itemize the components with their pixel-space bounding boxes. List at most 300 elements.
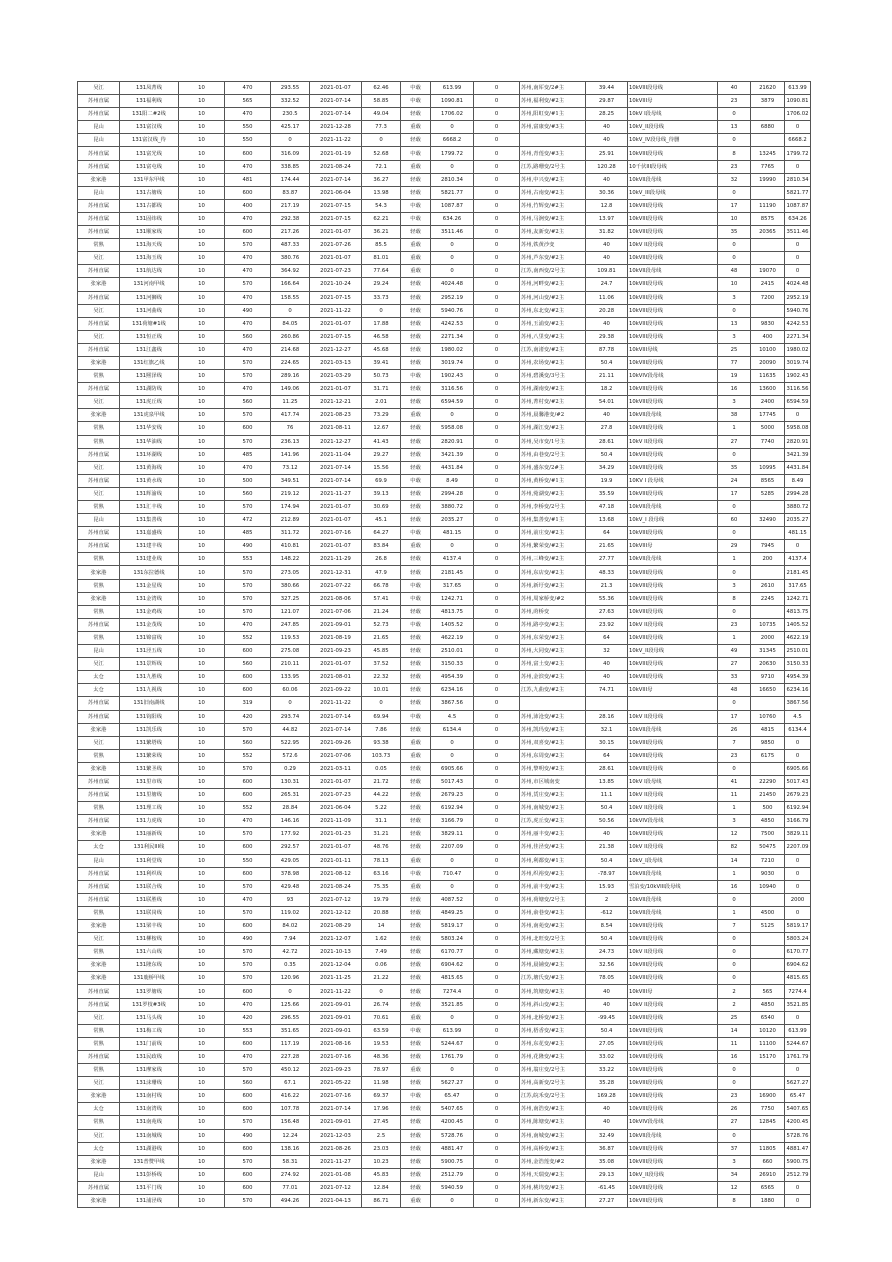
cell-line-name: 131虎丘线 [120, 396, 179, 409]
cell-load-status: 中载 [401, 579, 431, 592]
cell-user-count: 10 [718, 212, 751, 225]
cell-voltage: 10 [179, 487, 225, 500]
cell-available: 3829.11 [785, 828, 811, 841]
cell-voltage: 10 [179, 527, 225, 540]
cell-flag: 0 [474, 108, 520, 121]
cell-peak-time: 2021-01-19 [310, 147, 362, 160]
cell-load-status: 轻载 [401, 631, 431, 644]
cell-user-count: 23 [718, 160, 751, 173]
cell-substation: 苏州,河畔变/#2主 [520, 278, 586, 291]
table-row [78, 317, 811, 330]
cell-bus-section: 10kVIII段母线 [628, 1142, 718, 1155]
cell-load-status: 轻载 [401, 946, 431, 959]
cell-flag: 0 [474, 1129, 520, 1142]
cell-bus-section: 10kVIII段母线 [628, 330, 718, 343]
cell-peak-time: 2021-07-23 [310, 789, 362, 802]
cell-load-rate: 103.73 [362, 749, 401, 762]
cell-spare-capacity: 4024.48 [431, 278, 474, 291]
cell-user-count: 0 [718, 933, 751, 946]
table-row [78, 487, 811, 500]
cell-flag: 0 [474, 1116, 520, 1129]
cell-flag: 0 [474, 252, 520, 265]
cell-load-status: 轻载 [401, 802, 431, 815]
cell-load-status: 轻载 [401, 383, 431, 396]
cell-substation: 苏州,翁庄变/2号主 [520, 1064, 586, 1077]
cell-line-name: 131摩家线 [120, 1064, 179, 1077]
cell-rated-current: 600 [225, 841, 271, 854]
cell-max-current: 378.98 [271, 867, 310, 880]
cell-peak-time: 2021-07-14 [310, 1103, 362, 1116]
cell-peak-time: 2021-07-16 [310, 1090, 362, 1103]
cell-load-status: 重载 [401, 540, 431, 553]
cell-peak-time: 2021-12-07 [310, 933, 362, 946]
cell-voltage: 10 [179, 1155, 225, 1168]
cell-substation: 苏州,古南变/#2主 [520, 186, 586, 199]
cell-transformer-load: 35.08 [586, 1155, 628, 1168]
cell-available: 2512.79 [785, 1168, 811, 1181]
cell-spare-capacity: 0 [431, 409, 474, 422]
cell-spare-capacity: 3880.72 [431, 501, 474, 514]
cell-spare-capacity: 0 [431, 265, 474, 278]
cell-bus-section: 10kVIII段母线 [628, 356, 718, 369]
cell-spare-capacity: 5958.08 [431, 422, 474, 435]
cell-voltage: 10 [179, 474, 225, 487]
cell-capacity [751, 1064, 785, 1077]
cell-voltage: 10 [179, 1129, 225, 1142]
cell-peak-time: 2021-01-07 [310, 317, 362, 330]
cell-rated-current: 550 [225, 134, 271, 147]
cell-line-name: 131景辉线 [120, 658, 179, 671]
cell-bus-section: 10kVIII段母线 [628, 592, 718, 605]
cell-bus-section: 10kV II段母线 [628, 802, 718, 815]
cell-available: 4.5 [785, 710, 811, 723]
cell-substation [520, 697, 586, 710]
cell-bus-section: 10kV_IV段母线_待删 [628, 134, 718, 147]
cell-user-count: 2 [718, 985, 751, 998]
cell-transformer-load: 31.82 [586, 226, 628, 239]
cell-line-name: 131联胜线 [120, 893, 179, 906]
cell-max-current: 146.16 [271, 815, 310, 828]
cell-available: 1087.87 [785, 199, 811, 212]
table-row [78, 959, 811, 972]
cell-voltage: 10 [179, 1103, 225, 1116]
cell-load-status: 中载 [401, 82, 431, 95]
cell-available: 2207.09 [785, 841, 811, 854]
cell-flag: 0 [474, 658, 520, 671]
cell-transformer-load: 15.93 [586, 880, 628, 893]
cell-substation: 苏州,利都变/#1主 [520, 854, 586, 867]
table-row [78, 160, 811, 173]
cell-available: 3521.85 [785, 998, 811, 1011]
cell-load-rate: 19.53 [362, 1037, 401, 1050]
cell-flag: 0 [474, 265, 520, 278]
cell-voltage: 10 [179, 828, 225, 841]
cell-available: 0 [785, 160, 811, 173]
cell-spare-capacity: 1242.71 [431, 592, 474, 605]
cell-transformer-load: 50.4 [586, 802, 628, 815]
cell-voltage: 10 [179, 514, 225, 527]
cell-voltage: 10 [179, 658, 225, 671]
cell-user-count: 16 [718, 1050, 751, 1063]
table-row [78, 762, 811, 775]
cell-voltage: 10 [179, 212, 225, 225]
cell-substation: 苏州,桃坞变/#2主 [520, 1181, 586, 1194]
cell-rated-current: 470 [225, 998, 271, 1011]
cell-substation: 苏州,双喜变/#2主 [520, 736, 586, 749]
cell-rated-current: 470 [225, 1050, 271, 1063]
cell-capacity: 22290 [751, 775, 785, 788]
cell-voltage: 10 [179, 82, 225, 95]
cell-region: 常熟 [78, 802, 120, 815]
cell-available: 5940.76 [785, 304, 811, 317]
cell-max-current: 380.66 [271, 579, 310, 592]
cell-rated-current: 570 [225, 566, 271, 579]
cell-line-name: 131富汉线 [120, 121, 179, 134]
cell-region: 太仓 [78, 671, 120, 684]
cell-load-status: 轻载 [401, 906, 431, 919]
cell-peak-time: 2021-09-22 [310, 684, 362, 697]
cell-region: 常熟 [78, 906, 120, 919]
cell-spare-capacity: 317.65 [431, 579, 474, 592]
cell-flag: 0 [474, 1011, 520, 1024]
cell-user-count: 8 [718, 592, 751, 605]
cell-capacity: 6565 [751, 1181, 785, 1194]
cell-available: 6170.77 [785, 946, 811, 959]
cell-voltage: 10 [179, 343, 225, 356]
cell-bus-section: 10kVIII段母线 [628, 959, 718, 972]
cell-load-rate: 10.01 [362, 684, 401, 697]
cell-line-name: 131东拉德线 [120, 566, 179, 579]
cell-voltage: 10 [179, 239, 225, 252]
cell-load-rate: 57.41 [362, 592, 401, 605]
cell-line-name: 131富屯线 [120, 160, 179, 173]
cell-region: 苏州直属 [78, 815, 120, 828]
table-row [78, 514, 811, 527]
cell-transformer-load: 21.3 [586, 579, 628, 592]
cell-user-count: 48 [718, 684, 751, 697]
cell-voltage: 10 [179, 278, 225, 291]
cell-available: 2035.27 [785, 514, 811, 527]
cell-rated-current: 600 [225, 920, 271, 933]
cell-available: 5728.76 [785, 1129, 811, 1142]
cell-available: 0 [785, 252, 811, 265]
cell-line-name: 131梅工线 [120, 1024, 179, 1037]
cell-region: 常熟 [78, 1116, 120, 1129]
cell-region: 苏州直属 [78, 383, 120, 396]
cell-flag: 0 [474, 330, 520, 343]
cell-peak-time: 2021-07-06 [310, 605, 362, 618]
cell-transformer-load: 64 [586, 527, 628, 540]
cell-spare-capacity: 6170.77 [431, 946, 474, 959]
cell-user-count: 3 [718, 1155, 751, 1168]
cell-user-count: 16 [718, 880, 751, 893]
cell-flag: 0 [474, 697, 520, 710]
cell-spare-capacity: 2994.28 [431, 487, 474, 500]
cell-transformer-load: 169.28 [586, 1090, 628, 1103]
cell-max-current: 166.64 [271, 278, 310, 291]
cell-capacity: 7210 [751, 854, 785, 867]
cell-bus-section: 10kVIII段母线 [628, 383, 718, 396]
cell-line-name: 131金鸡线 [120, 605, 179, 618]
cell-user-count: 0 [718, 501, 751, 514]
cell-substation: 苏州,由巷变/2号主 [520, 448, 586, 461]
cell-peak-time: 2021-07-14 [310, 723, 362, 736]
cell-spare-capacity: 1902.43 [431, 370, 474, 383]
cell-rated-current: 490 [225, 1129, 271, 1142]
cell-substation: 苏州,梧香变/#2主 [520, 1024, 586, 1037]
cell-transformer-load: -99.45 [586, 1011, 628, 1024]
cell-region: 昆山 [78, 854, 120, 867]
cell-transformer-load: 40 [586, 1116, 628, 1129]
cell-line-name: 131河狮线 [120, 291, 179, 304]
cell-load-status: 轻载 [401, 317, 431, 330]
cell-user-count: 7 [718, 920, 751, 933]
cell-substation: 苏州,八里变/#2主 [520, 330, 586, 343]
cell-user-count: 0 [718, 566, 751, 579]
cell-rated-current: 600 [225, 985, 271, 998]
cell-region: 苏州直属 [78, 147, 120, 160]
cell-rated-current: 600 [225, 147, 271, 160]
cell-region: 苏州直属 [78, 1050, 120, 1063]
cell-peak-time: 2021-11-22 [310, 697, 362, 710]
cell-bus-section: 10kVIII段母线 [628, 82, 718, 95]
cell-rated-current: 600 [225, 1142, 271, 1155]
cell-load-status: 重载 [401, 239, 431, 252]
cell-transformer-load: 40 [586, 1103, 628, 1116]
cell-bus-section: 10kV_III段母线 [628, 186, 718, 199]
cell-available: 5958.08 [785, 422, 811, 435]
cell-load-rate: 0.06 [362, 959, 401, 972]
cell-spare-capacity: 0 [431, 160, 474, 173]
cell-load-rate: 69.9 [362, 474, 401, 487]
cell-load-status: 重载 [401, 736, 431, 749]
cell-max-current: 429.48 [271, 880, 310, 893]
cell-user-count: 35 [718, 461, 751, 474]
cell-capacity: 3879 [751, 95, 785, 108]
cell-max-current: 275.08 [271, 645, 310, 658]
cell-max-current: 42.72 [271, 946, 310, 959]
cell-line-name: 131丽新线 [120, 828, 179, 841]
cell-rated-current: 485 [225, 527, 271, 540]
cell-user-count: 3 [718, 579, 751, 592]
cell-available: 4200.45 [785, 1116, 811, 1129]
cell-rated-current: 485 [225, 448, 271, 461]
cell-capacity: 8565 [751, 474, 785, 487]
cell-spare-capacity: 0 [431, 1194, 474, 1207]
cell-substation: 苏州,金滨变/#2主 [520, 671, 586, 684]
cell-spare-capacity: 0 [431, 252, 474, 265]
cell-region: 常熟 [78, 239, 120, 252]
cell-rated-current: 470 [225, 265, 271, 278]
cell-peak-time: 2021-01-07 [310, 514, 362, 527]
cell-load-status: 轻载 [401, 448, 431, 461]
cell-bus-section: 10kVIII段母线 [628, 1181, 718, 1194]
cell-line-name: 131古都线 [120, 199, 179, 212]
cell-line-name: 131繁圣线 [120, 762, 179, 775]
cell-user-count: 3 [718, 330, 751, 343]
cell-peak-time: 2021-12-27 [310, 343, 362, 356]
cell-spare-capacity: 634.26 [431, 212, 474, 225]
cell-load-status: 轻载 [401, 775, 431, 788]
cell-user-count: 19 [718, 370, 751, 383]
cell-region: 张家港 [78, 278, 120, 291]
cell-rated-current: 470 [225, 160, 271, 173]
cell-peak-time: 2021-07-15 [310, 212, 362, 225]
cell-flag: 0 [474, 1050, 520, 1063]
cell-spare-capacity: 2820.91 [431, 435, 474, 448]
cell-transformer-load: 24.7 [586, 278, 628, 291]
cell-peak-time: 2021-08-01 [310, 671, 362, 684]
cell-substation: 苏州,俞巷变/#2主 [520, 906, 586, 919]
cell-region: 吴江 [78, 658, 120, 671]
cell-available: 317.65 [785, 579, 811, 592]
cell-spare-capacity: 65.47 [431, 1090, 474, 1103]
cell-transformer-load: 50.56 [586, 815, 628, 828]
cell-voltage: 10 [179, 1024, 225, 1037]
cell-capacity [751, 134, 785, 147]
cell-region: 张家港 [78, 592, 120, 605]
cell-rated-current: 570 [225, 278, 271, 291]
cell-flag: 0 [474, 1024, 520, 1037]
cell-load-status: 重载 [401, 252, 431, 265]
cell-available: 0 [785, 880, 811, 893]
cell-bus-section: 10kVIII段母线 [628, 671, 718, 684]
cell-flag: 0 [474, 618, 520, 631]
cell-line-name: 131九视线 [120, 684, 179, 697]
table-row [78, 448, 811, 461]
cell-available: 4813.75 [785, 605, 811, 618]
cell-max-current: 292.38 [271, 212, 310, 225]
cell-flag: 0 [474, 802, 520, 815]
cell-rated-current: 470 [225, 815, 271, 828]
cell-load-status: 重载 [401, 409, 431, 422]
cell-transformer-load: 50.4 [586, 1024, 628, 1037]
cell-load-status: 中载 [401, 147, 431, 160]
cell-bus-section: 10kVII段母线 [628, 553, 718, 566]
cell-line-name: 131马头线 [120, 1011, 179, 1024]
cell-rated-current: 553 [225, 553, 271, 566]
cell-available: 65.47 [785, 1090, 811, 1103]
cell-load-status: 轻载 [401, 291, 431, 304]
cell-bus-section: 10kVIII段母线 [628, 749, 718, 762]
cell-user-count: 12 [718, 1181, 751, 1194]
cell-spare-capacity: 0 [431, 121, 474, 134]
cell-line-name: 131里市线 [120, 775, 179, 788]
cell-rated-current: 600 [225, 684, 271, 697]
cell-transformer-load: 40 [586, 828, 628, 841]
cell-max-current: 0 [271, 304, 310, 317]
cell-transformer-load: 40 [586, 998, 628, 1011]
cell-bus-section: 10kV_II段母线 [628, 645, 718, 658]
cell-line-name: 131利民III线 [120, 841, 179, 854]
table-row [78, 566, 811, 579]
cell-peak-time: 2021-07-12 [310, 1181, 362, 1194]
cell-load-status: 中载 [401, 199, 431, 212]
cell-user-count: 3 [718, 815, 751, 828]
cell-capacity [751, 1129, 785, 1142]
cell-load-status: 中载 [401, 212, 431, 225]
table-row [78, 121, 811, 134]
cell-load-status: 轻载 [401, 461, 431, 474]
cell-substation: 苏州,筑塘变/#2主 [520, 985, 586, 998]
cell-substation: 苏州,北旺变/2号主 [520, 933, 586, 946]
cell-bus-section: 10kVIII段母线 [628, 317, 718, 330]
cell-region: 苏州直属 [78, 998, 120, 1011]
cell-load-rate: 12.67 [362, 422, 401, 435]
cell-load-rate: 0.05 [362, 762, 401, 775]
cell-max-current: 494.26 [271, 1194, 310, 1207]
cell-region: 常熟 [78, 579, 120, 592]
cell-max-current: 84.02 [271, 920, 310, 933]
cell-load-rate: 30.69 [362, 501, 401, 514]
table-row [78, 880, 811, 893]
cell-load-rate: 70.61 [362, 1011, 401, 1024]
cell-transformer-load: 27.05 [586, 1037, 628, 1050]
cell-region: 昆山 [78, 121, 120, 134]
cell-available: 1242.71 [785, 592, 811, 605]
cell-available: 1706.02 [785, 108, 811, 121]
cell-voltage: 10 [179, 854, 225, 867]
cell-capacity [751, 186, 785, 199]
table-row [78, 1103, 811, 1116]
cell-flag: 0 [474, 933, 520, 946]
cell-bus-section: 10kVII段母线 [628, 893, 718, 906]
cell-transformer-load: 40 [586, 409, 628, 422]
cell-line-name: 131旧南湖线 [120, 697, 179, 710]
cell-region: 吴江 [78, 1077, 120, 1090]
cell-max-current: 274.92 [271, 1168, 310, 1181]
cell-max-current: 77.01 [271, 1181, 310, 1194]
cell-peak-time: 2021-12-31 [310, 566, 362, 579]
cell-rated-current: 470 [225, 461, 271, 474]
cell-spare-capacity: 0 [431, 736, 474, 749]
cell-available: 613.99 [785, 1024, 811, 1037]
cell-max-current: 293.74 [271, 710, 310, 723]
cell-bus-section: 10kVIII母 [628, 684, 718, 697]
cell-max-current: 351.65 [271, 1024, 310, 1037]
cell-line-name: 131富光线 [120, 147, 179, 160]
cell-load-status: 轻载 [401, 330, 431, 343]
cell-line-name: 131固纬线 [120, 212, 179, 225]
cell-capacity [751, 946, 785, 959]
cell-bus-section: 10KV I 段母线 [628, 474, 718, 487]
cell-spare-capacity: 2952.19 [431, 291, 474, 304]
cell-spare-capacity: 4431.84 [431, 461, 474, 474]
cell-available: 0 [785, 867, 811, 880]
cell-region: 苏州直属 [78, 893, 120, 906]
cell-substation: 苏州,市区城南变 [520, 775, 586, 788]
cell-max-current: 311.72 [271, 527, 310, 540]
cell-max-current: 7.94 [271, 933, 310, 946]
cell-transformer-load: 120.28 [586, 160, 628, 173]
cell-capacity: 6540 [751, 1011, 785, 1024]
cell-voltage: 10 [179, 1168, 225, 1181]
cell-available: 2820.91 [785, 435, 811, 448]
cell-transformer-load [586, 697, 628, 710]
cell-peak-time: 2021-09-01 [310, 1116, 362, 1129]
cell-spare-capacity: 3150.33 [431, 658, 474, 671]
cell-capacity: 10735 [751, 618, 785, 631]
cell-available: 1405.52 [785, 618, 811, 631]
cell-load-status: 轻载 [401, 723, 431, 736]
cell-max-current: 212.89 [271, 514, 310, 527]
cell-transformer-load: 64 [586, 631, 628, 644]
cell-flag: 0 [474, 579, 520, 592]
cell-peak-time: 2021-07-22 [310, 579, 362, 592]
cell-bus-section: 10kV_II段母线 [628, 121, 718, 134]
cell-line-name: 131环湖线 [120, 448, 179, 461]
cell-available: 0 [785, 409, 811, 422]
